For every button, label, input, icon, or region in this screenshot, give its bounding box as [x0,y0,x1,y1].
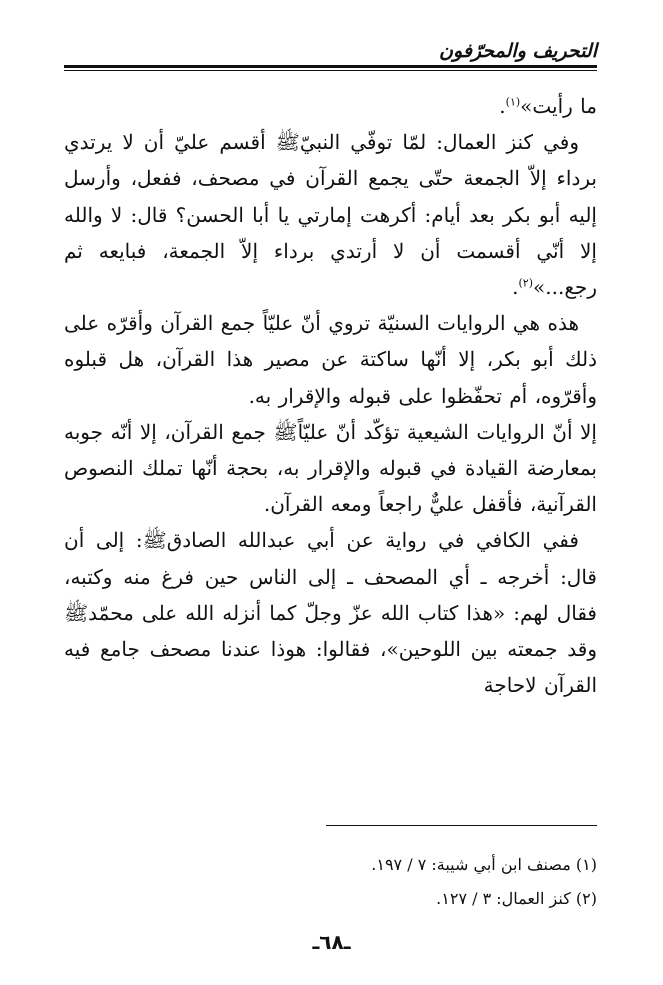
paragraph-3-text: هذه هي الروايات السنيّة تروي أنّ عليّاً جمع القرآن وأقرّه على ذلك أبو بكر، إلا أنّها ساكتة عن مصير هذا القرآن، هل قبلوه وأقرّوه، أم تحفّظوا على قبوله والإقرار به. [64,311,597,408]
footnote-1: (١) مصنف ابن أبي شيبة: ٧ / ١٩٧. [371,855,597,874]
running-header [64,36,597,70]
footnote-ref-2[interactable]: (٢) [518,276,534,290]
paragraph-4 [64,414,597,523]
header-rule-thick [64,65,597,68]
footnotes [64,848,597,916]
running-header-title: التحريف والمحرّفون [439,40,597,62]
paragraph-1-end: . [499,94,506,118]
paragraph-2-text: وفي كنز العمال: لمّا توفّي النبيّﷺ أقسم عليّ أن لا يرتدي برداء إلاّ الجمعة حتّى يجمع القرآن في مصحف، ففعل، وأرسل إليه أبو بكر بعد أيام: أكرهت إمارتي يا أبا الحسن؟ قال: لا والله إلا أنّي أقسمت أن لا أرتدي برداء إلاّ الجمعة، فبايعه ثم رجع...» [64,130,597,300]
footnote-2: (٢) كنز العمال: ٣ / ١٢٧. [436,889,597,908]
footnote-separator [326,825,597,826]
paragraph-2-end: . [512,275,519,300]
paragraph-5-text: ففي الكافي في رواية عن أبي عبدالله الصادقﷺ: إلى أن قال: أخرجه ـ أي المصحف ـ إلى الناس حين فرغ منه وكتبه، فقال لهم: «هذا كتاب الله عزّ وجلّ كما أنزله الله على محمّدﷺ وقد جمعته بين اللوحين»، فقالوا: هوذا عندنا مصحف جامع فيه القرآن لاحاجة [64,528,597,698]
page-number: ـ٦٨ـ [312,930,351,954]
paragraph-1-text: ما رأيت» [520,94,597,118]
footnote-ref-1[interactable]: (١) [505,95,521,109]
paragraph-4-text: إلا أنّ الروايات الشيعية تؤكّد أنّ عليّاًﷺ جمع القرآن، إلا أنّه جوبه بمعارضة القيادة في قبوله والإقرار به، بحجة أنّها تملك النصوص القرآنية، فأقفل عليٌّ راجعاً ومعه القرآن. [64,419,597,517]
body-text [64,88,597,703]
paragraph-1 [64,88,597,124]
paragraph-5 [64,522,597,703]
paragraph-3 [64,305,597,414]
header-rule-thin [64,70,597,71]
paragraph-2 [64,124,597,305]
